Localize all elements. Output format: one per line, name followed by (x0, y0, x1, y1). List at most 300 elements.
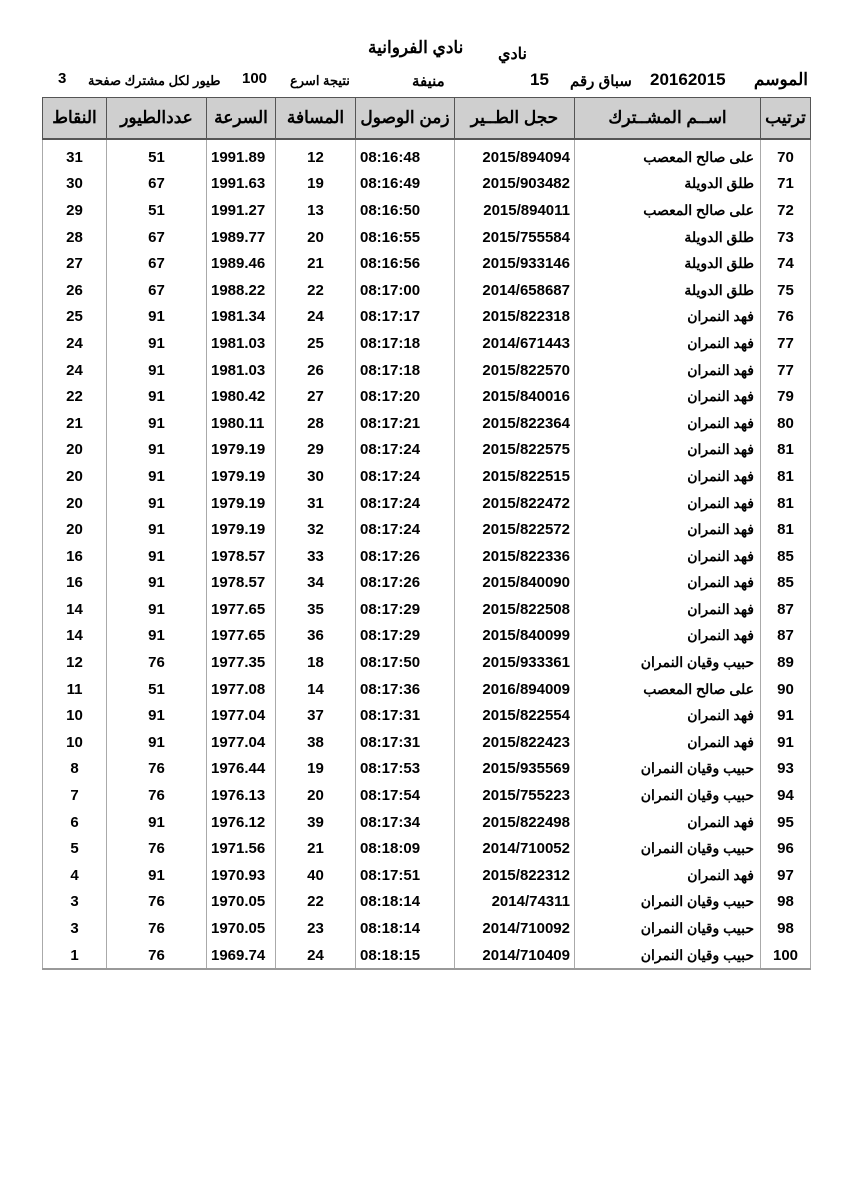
cell-ring: 2015/822364 (455, 410, 575, 437)
cell-ring: 2015/822336 (455, 543, 575, 570)
cell-arrival-time: 08:16:50 (356, 197, 455, 224)
cell-points: 14 (43, 623, 107, 650)
table-row (43, 171, 811, 198)
cell-rank: 77 (761, 330, 811, 357)
cell-bird-count: 76 (107, 649, 207, 676)
table-row (43, 139, 811, 171)
cell-arrival-time: 08:17:34 (356, 809, 455, 836)
cell-distance: 32 (276, 516, 356, 543)
cell-distance: 27 (276, 383, 356, 410)
cell-rank: 81 (761, 463, 811, 490)
cell-distance: 23 (276, 915, 356, 942)
cell-speed: 1977.65 (207, 596, 276, 623)
cell-ring: 2015/822554 (455, 702, 575, 729)
cell-distance: 38 (276, 729, 356, 756)
cell-participant: فهد النمران (575, 596, 761, 623)
table-row (43, 197, 811, 224)
table-row (43, 516, 811, 543)
cell-ring: 2015/933361 (455, 649, 575, 676)
cell-bird-count: 91 (107, 304, 207, 331)
cell-ring: 2015/840090 (455, 570, 575, 597)
cell-points: 28 (43, 224, 107, 251)
cell-points: 16 (43, 543, 107, 570)
cell-points: 5 (43, 835, 107, 862)
cell-rank: 90 (761, 676, 811, 703)
cell-distance: 21 (276, 835, 356, 862)
cell-speed: 1988.22 (207, 277, 276, 304)
cell-participant: فهد النمران (575, 623, 761, 650)
cell-rank: 81 (761, 437, 811, 464)
table-row (43, 729, 811, 756)
cell-participant: طلق الدويلة (575, 277, 761, 304)
cell-rank: 91 (761, 729, 811, 756)
cell-speed: 1989.46 (207, 250, 276, 277)
cell-points: 1 (43, 942, 107, 970)
cell-rank: 98 (761, 915, 811, 942)
cell-participant: على صالح المعصب (575, 139, 761, 171)
cell-bird-count: 51 (107, 676, 207, 703)
cell-rank: 87 (761, 623, 811, 650)
season-value: 20162015 (650, 70, 726, 89)
cell-distance: 31 (276, 490, 356, 517)
cell-participant: طلق الدويلة (575, 250, 761, 277)
cell-rank: 85 (761, 543, 811, 570)
cell-ring: 2014/74311 (455, 889, 575, 916)
table-row (43, 304, 811, 331)
cell-arrival-time: 08:17:24 (356, 490, 455, 517)
cell-distance: 13 (276, 197, 356, 224)
cell-ring: 2015/822515 (455, 463, 575, 490)
cell-participant: فهد النمران (575, 729, 761, 756)
cell-arrival-time: 08:16:55 (356, 224, 455, 251)
cell-bird-count: 91 (107, 623, 207, 650)
cell-points: 24 (43, 330, 107, 357)
cell-ring: 2015/755584 (455, 224, 575, 251)
cell-ring: 2015/755223 (455, 782, 575, 809)
cell-distance: 28 (276, 410, 356, 437)
cell-speed: 1981.03 (207, 330, 276, 357)
results-table (42, 97, 811, 970)
cell-arrival-time: 08:17:31 (356, 729, 455, 756)
cell-bird-count: 67 (107, 250, 207, 277)
cell-participant: حبيب وقيان النمران (575, 835, 761, 862)
cell-points: 7 (43, 782, 107, 809)
cell-bird-count: 76 (107, 915, 207, 942)
cell-speed: 1977.04 (207, 702, 276, 729)
cell-distance: 33 (276, 543, 356, 570)
cell-distance: 18 (276, 649, 356, 676)
cell-ring: 2015/903482 (455, 171, 575, 198)
cell-rank: 95 (761, 809, 811, 836)
cell-arrival-time: 08:16:49 (356, 171, 455, 198)
cell-participant: فهد النمران (575, 304, 761, 331)
cell-points: 4 (43, 862, 107, 889)
cell-speed: 1977.08 (207, 676, 276, 703)
cell-ring: 2015/822498 (455, 809, 575, 836)
cell-arrival-time: 08:17:20 (356, 383, 455, 410)
per-member-label: طيور لكل مشترك صفحة (88, 73, 221, 88)
table-row (43, 463, 811, 490)
cell-distance: 39 (276, 809, 356, 836)
table-row (43, 676, 811, 703)
table-row (43, 862, 811, 889)
cell-participant: طلق الدويلة (575, 224, 761, 251)
col-distance: المسافة (276, 98, 356, 140)
cell-ring: 2015/822575 (455, 437, 575, 464)
cell-distance: 37 (276, 702, 356, 729)
cell-arrival-time: 08:17:24 (356, 437, 455, 464)
cell-points: 14 (43, 596, 107, 623)
cell-ring: 2014/658687 (455, 277, 575, 304)
cell-speed: 1979.19 (207, 516, 276, 543)
cell-points: 21 (43, 410, 107, 437)
cell-rank: 87 (761, 596, 811, 623)
table-row (43, 889, 811, 916)
cell-ring: 2014/710052 (455, 835, 575, 862)
cell-arrival-time: 08:17:36 (356, 676, 455, 703)
col-participant: اســم المشــترك (575, 98, 761, 140)
cell-participant: حبيب وقيان النمران (575, 915, 761, 942)
cell-bird-count: 67 (107, 171, 207, 198)
cell-ring: 2015/840016 (455, 383, 575, 410)
cell-participant: فهد النمران (575, 357, 761, 384)
cell-bird-count: 51 (107, 139, 207, 171)
table-row (43, 623, 811, 650)
cell-participant: فهد النمران (575, 702, 761, 729)
cell-participant: فهد النمران (575, 862, 761, 889)
cell-ring: 2014/710092 (455, 915, 575, 942)
cell-arrival-time: 08:18:14 (356, 889, 455, 916)
cell-bird-count: 91 (107, 702, 207, 729)
cell-speed: 1989.77 (207, 224, 276, 251)
cell-rank: 97 (761, 862, 811, 889)
cell-rank: 75 (761, 277, 811, 304)
cell-arrival-time: 08:18:15 (356, 942, 455, 970)
cell-participant: حبيب وقيان النمران (575, 889, 761, 916)
cell-distance: 19 (276, 756, 356, 783)
cell-bird-count: 76 (107, 889, 207, 916)
cell-points: 6 (43, 809, 107, 836)
cell-points: 24 (43, 357, 107, 384)
cell-distance: 36 (276, 623, 356, 650)
cell-rank: 79 (761, 383, 811, 410)
cell-participant: فهد النمران (575, 383, 761, 410)
cell-speed: 1976.44 (207, 756, 276, 783)
cell-rank: 71 (761, 171, 811, 198)
cell-arrival-time: 08:17:21 (356, 410, 455, 437)
cell-speed: 1991.63 (207, 171, 276, 198)
cell-speed: 1981.03 (207, 357, 276, 384)
cell-arrival-time: 08:17:54 (356, 782, 455, 809)
cell-arrival-time: 08:17:31 (356, 702, 455, 729)
table-row (43, 277, 811, 304)
cell-participant: على صالح المعصب (575, 676, 761, 703)
cell-distance: 30 (276, 463, 356, 490)
col-speed: السرعة (207, 98, 276, 140)
cell-rank: 96 (761, 835, 811, 862)
cell-speed: 1980.11 (207, 410, 276, 437)
cell-bird-count: 76 (107, 756, 207, 783)
cell-arrival-time: 08:17:17 (356, 304, 455, 331)
cell-points: 16 (43, 570, 107, 597)
cell-rank: 76 (761, 304, 811, 331)
cell-distance: 29 (276, 437, 356, 464)
col-bird-count: عددالطيور (107, 98, 207, 140)
cell-ring: 2015/822570 (455, 357, 575, 384)
cell-points: 11 (43, 676, 107, 703)
cell-speed: 1979.19 (207, 490, 276, 517)
race-label: سباق رقم (570, 73, 632, 90)
cell-bird-count: 91 (107, 330, 207, 357)
cell-rank: 81 (761, 516, 811, 543)
cell-bird-count: 91 (107, 729, 207, 756)
cell-speed: 1970.93 (207, 862, 276, 889)
cell-bird-count: 91 (107, 437, 207, 464)
cell-bird-count: 91 (107, 490, 207, 517)
club-name: نادي الفروانية (368, 38, 464, 57)
cell-arrival-time: 08:17:51 (356, 862, 455, 889)
cell-distance: 26 (276, 357, 356, 384)
cell-bird-count: 91 (107, 570, 207, 597)
cell-participant: على صالح المعصب (575, 197, 761, 224)
cell-arrival-time: 08:16:48 (356, 139, 455, 171)
cell-distance: 20 (276, 224, 356, 251)
table-row (43, 809, 811, 836)
cell-participant: فهد النمران (575, 437, 761, 464)
cell-bird-count: 91 (107, 516, 207, 543)
cell-arrival-time: 08:17:29 (356, 596, 455, 623)
cell-distance: 14 (276, 676, 356, 703)
cell-speed: 1978.57 (207, 543, 276, 570)
cell-distance: 12 (276, 139, 356, 171)
cell-points: 10 (43, 729, 107, 756)
cell-rank: 91 (761, 702, 811, 729)
cell-distance: 25 (276, 330, 356, 357)
cell-points: 22 (43, 383, 107, 410)
cell-points: 31 (43, 139, 107, 171)
cell-arrival-time: 08:17:00 (356, 277, 455, 304)
cell-points: 12 (43, 649, 107, 676)
cell-participant: حبيب وقيان النمران (575, 942, 761, 970)
cell-speed: 1978.57 (207, 570, 276, 597)
table-row (43, 596, 811, 623)
cell-bird-count: 67 (107, 224, 207, 251)
cell-bird-count: 91 (107, 410, 207, 437)
table-row (43, 330, 811, 357)
result-label: نتيجة اسرع (290, 73, 350, 88)
cell-ring: 2015/822508 (455, 596, 575, 623)
cell-ring: 2014/671443 (455, 330, 575, 357)
table-row (43, 649, 811, 676)
cell-speed: 1991.27 (207, 197, 276, 224)
cell-ring: 2015/822312 (455, 862, 575, 889)
cell-bird-count: 76 (107, 942, 207, 970)
cell-speed: 1970.05 (207, 889, 276, 916)
cell-points: 8 (43, 756, 107, 783)
table-row (43, 756, 811, 783)
cell-participant: فهد النمران (575, 410, 761, 437)
cell-speed: 1976.13 (207, 782, 276, 809)
table-row (43, 383, 811, 410)
cell-distance: 22 (276, 277, 356, 304)
table-row (43, 224, 811, 251)
cell-bird-count: 76 (107, 782, 207, 809)
cell-ring: 2015/894094 (455, 139, 575, 171)
cell-points: 20 (43, 490, 107, 517)
table-row (43, 437, 811, 464)
table-header-row (43, 98, 811, 140)
cell-rank: 80 (761, 410, 811, 437)
cell-arrival-time: 08:18:14 (356, 915, 455, 942)
result-value: 100 (242, 70, 268, 87)
cell-points: 25 (43, 304, 107, 331)
cell-bird-count: 91 (107, 383, 207, 410)
col-points: النقاط (43, 98, 107, 140)
cell-bird-count: 91 (107, 862, 207, 889)
page-number: 3 (58, 70, 67, 87)
cell-speed: 1971.56 (207, 835, 276, 862)
cell-speed: 1977.35 (207, 649, 276, 676)
cell-arrival-time: 08:18:09 (356, 835, 455, 862)
cell-participant: فهد النمران (575, 330, 761, 357)
cell-bird-count: 67 (107, 277, 207, 304)
table-row (43, 410, 811, 437)
cell-bird-count: 91 (107, 543, 207, 570)
cell-points: 10 (43, 702, 107, 729)
cell-bird-count: 91 (107, 357, 207, 384)
cell-bird-count: 51 (107, 197, 207, 224)
cell-rank: 81 (761, 490, 811, 517)
cell-bird-count: 91 (107, 463, 207, 490)
cell-distance: 34 (276, 570, 356, 597)
cell-bird-count: 91 (107, 596, 207, 623)
cell-rank: 100 (761, 942, 811, 970)
cell-arrival-time: 08:17:26 (356, 543, 455, 570)
race-value: 15 (530, 70, 549, 89)
cell-speed: 1969.74 (207, 942, 276, 970)
cell-speed: 1976.12 (207, 809, 276, 836)
table-row (43, 543, 811, 570)
cell-participant: حبيب وقيان النمران (575, 782, 761, 809)
table-row (43, 570, 811, 597)
cell-distance: 19 (276, 171, 356, 198)
cell-arrival-time: 08:17:18 (356, 357, 455, 384)
cell-arrival-time: 08:17:53 (356, 756, 455, 783)
cell-participant: فهد النمران (575, 809, 761, 836)
cell-points: 26 (43, 277, 107, 304)
cell-distance: 24 (276, 304, 356, 331)
cell-points: 3 (43, 889, 107, 916)
table-row (43, 942, 811, 970)
cell-speed: 1991.89 (207, 139, 276, 171)
cell-arrival-time: 08:17:26 (356, 570, 455, 597)
cell-distance: 22 (276, 889, 356, 916)
cell-ring: 2015/933146 (455, 250, 575, 277)
cell-speed: 1977.65 (207, 623, 276, 650)
location: منيفة (412, 73, 445, 90)
cell-bird-count: 91 (107, 809, 207, 836)
cell-rank: 70 (761, 139, 811, 171)
cell-rank: 98 (761, 889, 811, 916)
cell-points: 27 (43, 250, 107, 277)
cell-ring: 2015/822318 (455, 304, 575, 331)
cell-arrival-time: 08:16:56 (356, 250, 455, 277)
cell-rank: 89 (761, 649, 811, 676)
cell-rank: 93 (761, 756, 811, 783)
cell-ring: 2015/822423 (455, 729, 575, 756)
cell-rank: 85 (761, 570, 811, 597)
cell-arrival-time: 08:17:24 (356, 516, 455, 543)
cell-speed: 1977.04 (207, 729, 276, 756)
cell-speed: 1970.05 (207, 915, 276, 942)
table-row (43, 357, 811, 384)
table-row (43, 250, 811, 277)
cell-rank: 94 (761, 782, 811, 809)
cell-participant: حبيب وقيان النمران (575, 756, 761, 783)
col-rank: ترتيب (761, 98, 811, 140)
table-row (43, 782, 811, 809)
cell-bird-count: 76 (107, 835, 207, 862)
cell-participant: فهد النمران (575, 516, 761, 543)
cell-participant: فهد النمران (575, 490, 761, 517)
cell-ring: 2016/894009 (455, 676, 575, 703)
col-arrival-time: زمن الوصول (356, 98, 455, 140)
cell-participant: فهد النمران (575, 543, 761, 570)
cell-points: 3 (43, 915, 107, 942)
cell-rank: 77 (761, 357, 811, 384)
cell-participant: فهد النمران (575, 463, 761, 490)
cell-participant: فهد النمران (575, 570, 761, 597)
cell-distance: 40 (276, 862, 356, 889)
cell-ring: 2015/935569 (455, 756, 575, 783)
cell-ring: 2015/894011 (455, 197, 575, 224)
cell-arrival-time: 08:17:29 (356, 623, 455, 650)
cell-ring: 2014/710409 (455, 942, 575, 970)
cell-distance: 20 (276, 782, 356, 809)
cell-points: 20 (43, 437, 107, 464)
cell-participant: طلق الدويلة (575, 171, 761, 198)
cell-arrival-time: 08:17:24 (356, 463, 455, 490)
table-row (43, 835, 811, 862)
cell-points: 30 (43, 171, 107, 198)
cell-arrival-time: 08:17:18 (356, 330, 455, 357)
cell-arrival-time: 08:17:50 (356, 649, 455, 676)
cell-points: 20 (43, 463, 107, 490)
season-label: الموسم (753, 70, 808, 89)
cell-speed: 1981.34 (207, 304, 276, 331)
table-row (43, 915, 811, 942)
cell-ring: 2015/840099 (455, 623, 575, 650)
cell-speed: 1980.42 (207, 383, 276, 410)
table-row (43, 702, 811, 729)
cell-distance: 24 (276, 942, 356, 970)
cell-ring: 2015/822472 (455, 490, 575, 517)
table-row (43, 490, 811, 517)
cell-distance: 35 (276, 596, 356, 623)
cell-speed: 1979.19 (207, 437, 276, 464)
cell-points: 20 (43, 516, 107, 543)
col-ring: حجل الطــير (455, 98, 575, 140)
cell-participant: حبيب وقيان النمران (575, 649, 761, 676)
cell-ring: 2015/822572 (455, 516, 575, 543)
cell-rank: 74 (761, 250, 811, 277)
club-label: نادي (498, 46, 527, 63)
cell-speed: 1979.19 (207, 463, 276, 490)
cell-distance: 21 (276, 250, 356, 277)
cell-rank: 73 (761, 224, 811, 251)
cell-rank: 72 (761, 197, 811, 224)
cell-points: 29 (43, 197, 107, 224)
